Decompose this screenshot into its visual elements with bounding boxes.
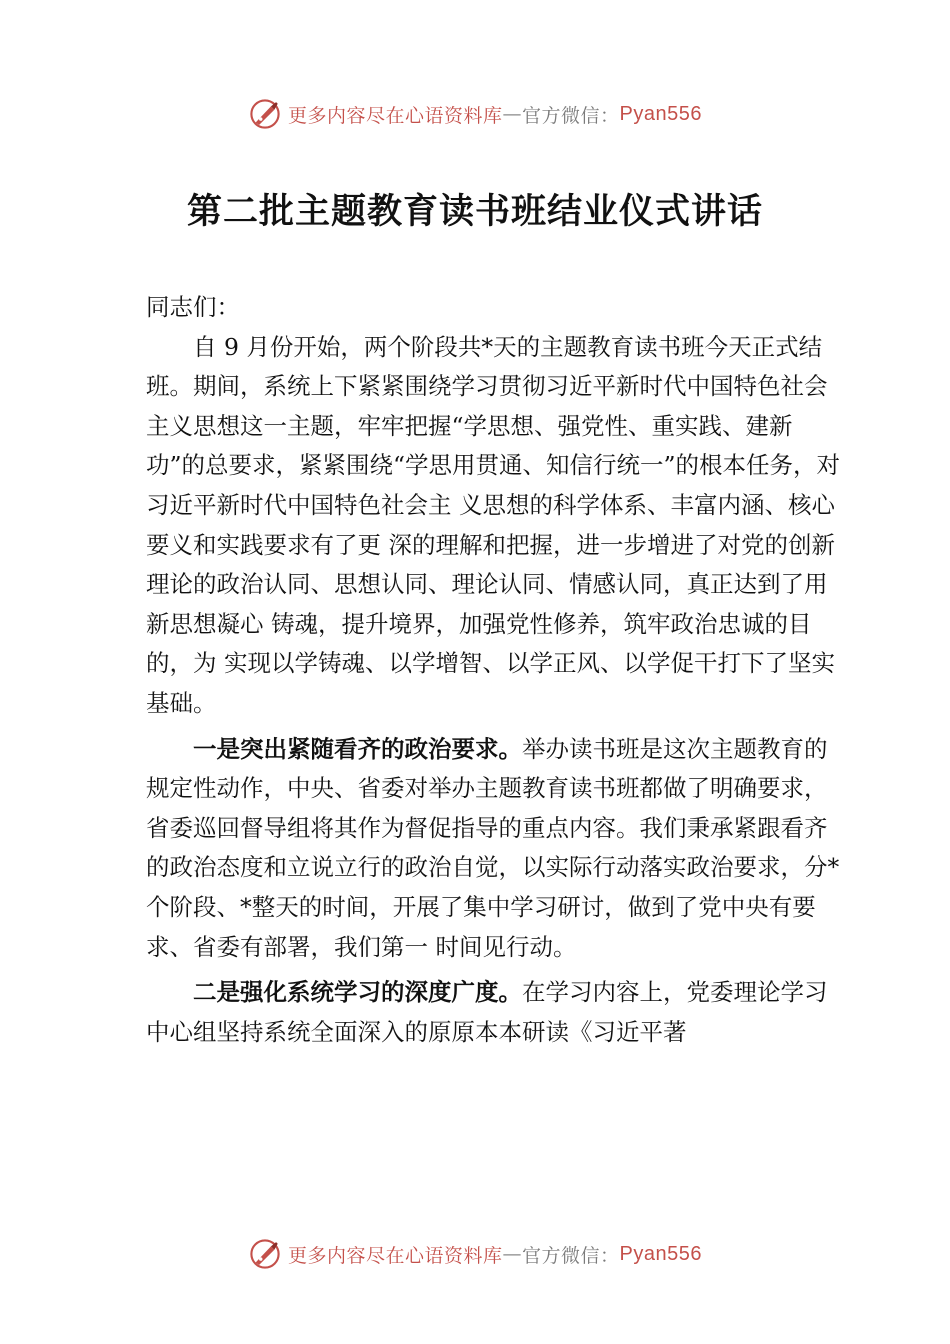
- banner-separator: —: [502, 1243, 523, 1265]
- pen-nib-logo-icon: [248, 1237, 282, 1271]
- banner-brand-text: 更多内容尽在心语资料库: [288, 104, 503, 127]
- document-body: [146, 288, 846, 1052]
- banner-wechat-id: Pyan556: [619, 102, 702, 125]
- paragraph-lead: 二是强化系统学习的深度广度。: [193, 978, 522, 1007]
- paragraph-intro: [146, 328, 846, 724]
- document-title: 第二批主题教育读书班结业仪式讲话: [186, 191, 763, 232]
- paragraph-text: 举办读书班是这次主题教育的规定性动作，中央、省委对举办主题教育读书班都做了明确要求，省委巡回督导组将其作为督促指导的重点内容。我们秉承紧跟看齐的政治态度和立说立行的政治自觉，以实际行动落实政治要求，分*个阶段、*整天的时间，开展了集中学习研讨，做到了党中央有要求、省委有部署，我们第一 时间见行动。: [146, 734, 840, 961]
- paragraph-text: 在学习内容上，党委理论学习中心组坚持系统全面深入的原原本本研读《习近平著: [146, 978, 828, 1046]
- paragraph-systematic-study: [146, 973, 846, 1052]
- paragraph-text: 自 9 月份开始，两个阶段共*天的主题教育读书班今天正式结班。期间，系统上下紧紧围绕学习贯彻习近平新时代中国特色社会主义思想这一主题，牢牢把握“学思想、强党性、重实践、建新功”的总要求，紧紧围绕“学思用贯通、知信行统一”的根本任务，对习近平新时代中国特色社会主 义思想的科学体系、丰富内涵、核心要义和实践要求有了更 深的理解和把握，进一步增进了对党的创新理论的政治认同、思想认同、理论认同、情感认同，真正达到了用新思想凝心 铸魂，提升境界，加强党性修养，筑牢政治忠诚的目的，为 实现以学铸魂、以学增智、以学正风、以学促干打下了坚实 基础。: [146, 332, 841, 717]
- paragraph-lead: 一是突出紧随看齐的政治要求。: [193, 734, 522, 763]
- header-banner: [0, 96, 950, 132]
- pen-nib-logo-icon: [248, 97, 282, 131]
- footer-banner: [0, 1236, 950, 1272]
- salutation: 同志们：: [146, 293, 240, 321]
- banner-brand-text: 更多内容尽在心语资料库: [288, 1244, 503, 1267]
- banner-wechat-label: 官方微信：: [522, 104, 620, 127]
- banner-wechat-id: Pyan556: [619, 1242, 702, 1265]
- paragraph-political-requirement: [146, 730, 846, 968]
- banner-separator: —: [502, 103, 523, 125]
- banner-wechat-label: 官方微信：: [522, 1244, 620, 1267]
